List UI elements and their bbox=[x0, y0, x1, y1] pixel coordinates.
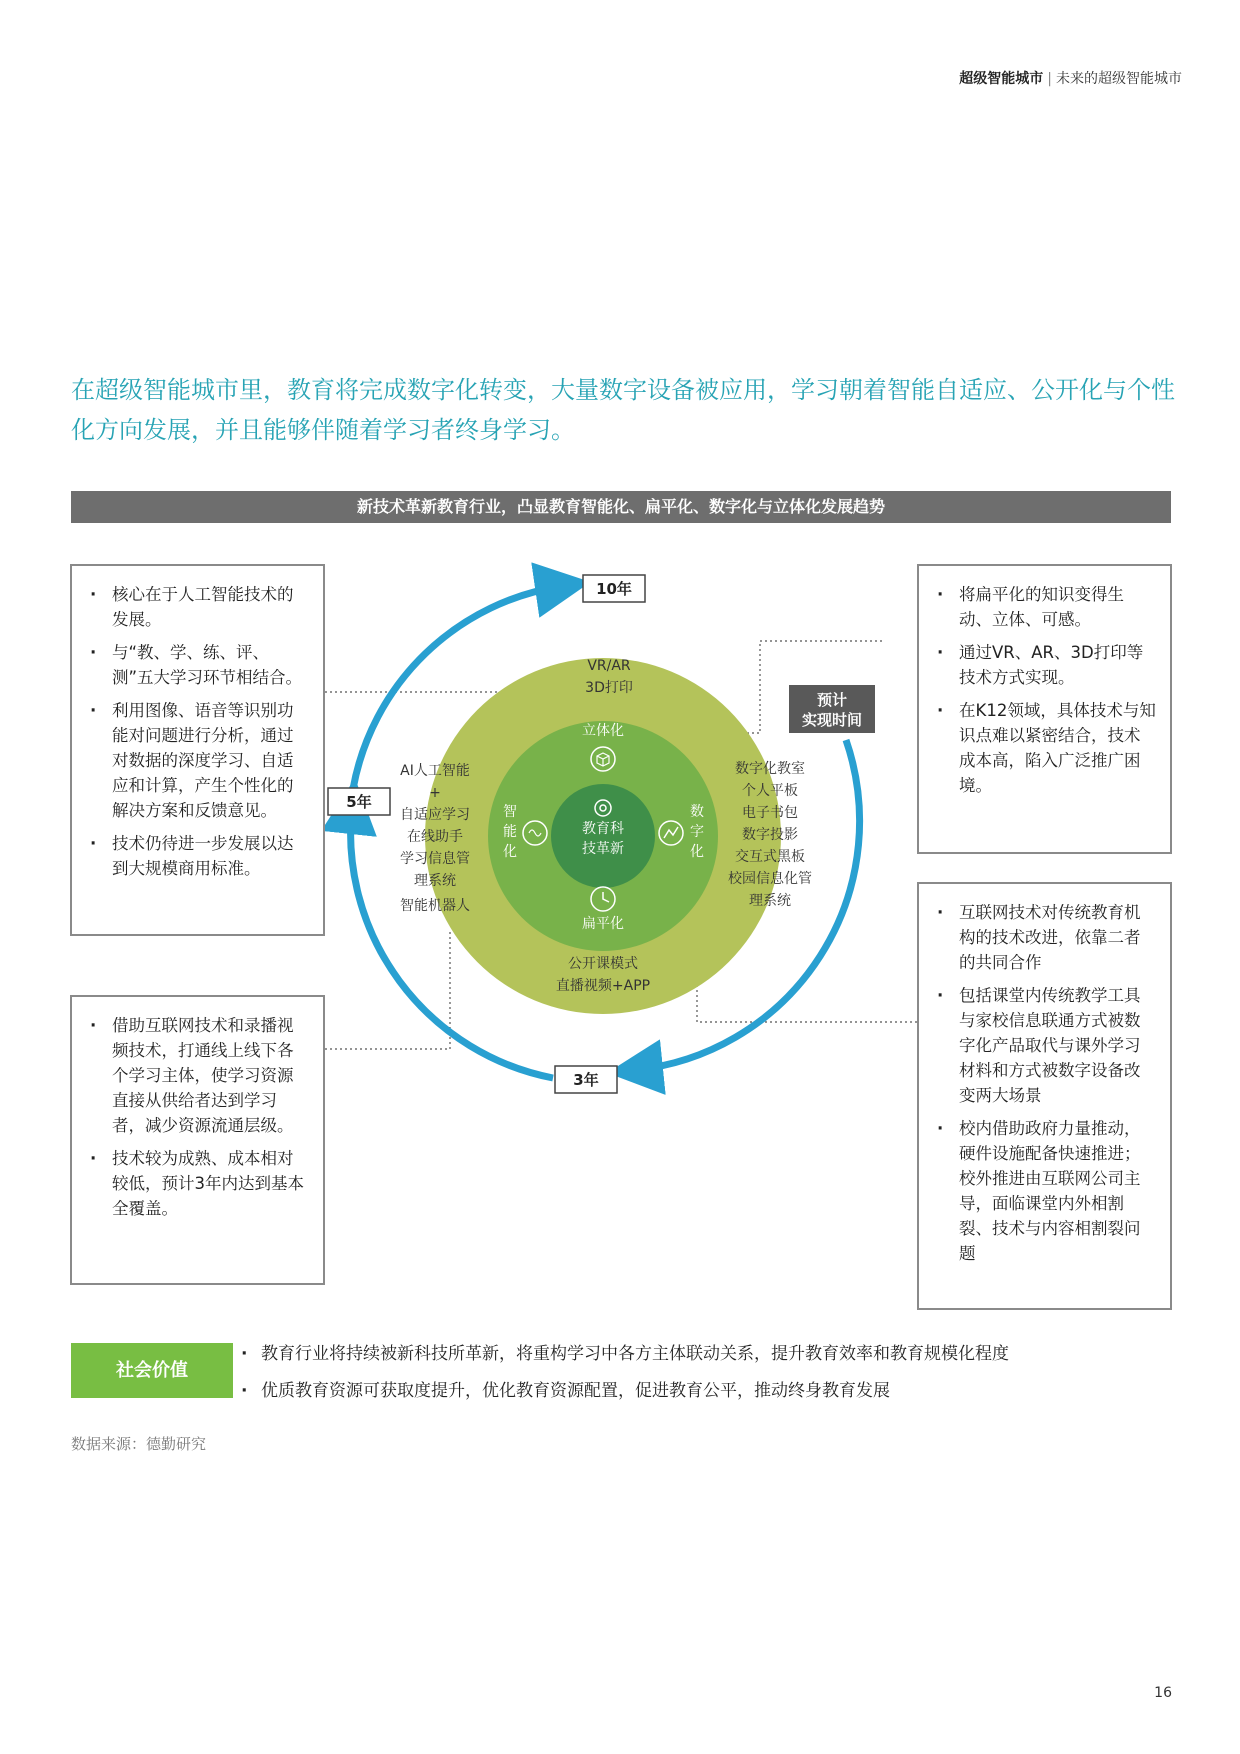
box-flat bbox=[70, 995, 325, 1285]
svg-text:AI人工智能: AI人工智能 bbox=[400, 763, 470, 779]
year-3-label: 3年 bbox=[573, 1071, 599, 1089]
list-item: · 教育行业将持续被新科技所革新，将重构学习中各方主体联动关系，提升教育效率和教育规模化程度 bbox=[233, 1336, 1009, 1373]
data-source: 数据来源：德勤研究 bbox=[71, 1435, 207, 1453]
list-item: · 与“教、学、练、评、测”五大学习环节相结合。 bbox=[82, 640, 309, 690]
svg-text:数字化教室: 数字化教室 bbox=[735, 761, 805, 777]
center-label-line1: 教育科 bbox=[582, 821, 624, 837]
year-10-label: 10年 bbox=[596, 580, 632, 598]
page-number: 16 bbox=[1154, 1685, 1172, 1701]
section-banner: 新技术革新教育行业，凸显教育智能化、扁平化、数字化与立体化发展趋势 bbox=[71, 491, 1171, 523]
list-item: · 包括课堂内传统教学工具与家校信息联通方式被数字化产品取代与课外学习材料和方式被数字设备改变两大场景 bbox=[929, 983, 1156, 1108]
list-item: · 在K12领域，具体技术与知识点难以紧密结合，技术成本高，陷入广泛推广困境。 bbox=[929, 698, 1156, 798]
svg-text:字: 字 bbox=[690, 824, 704, 840]
header-divider: | bbox=[1047, 71, 1052, 87]
svg-text:3D打印: 3D打印 bbox=[585, 680, 633, 696]
list-item: · 利用图像、语音等识别功能对问题进行分析，通过对数据的深度学习、自适应和计算，产生个性化的解决方案和反馈意见。 bbox=[82, 698, 309, 823]
svg-text:交互式黑板: 交互式黑板 bbox=[735, 849, 805, 865]
list-item: · 技术仍待进一步发展以达到大规模商用标准。 bbox=[82, 831, 309, 881]
box-intelligent bbox=[70, 564, 325, 936]
list-item: · 互联网技术对传统教育机构的技术改进，依靠二者的共同合作 bbox=[929, 900, 1156, 975]
list-item: · 核心在于人工智能技术的发展。 bbox=[82, 582, 309, 632]
svg-text:+: + bbox=[429, 785, 441, 801]
svg-text:能: 能 bbox=[503, 824, 517, 840]
connector-bottom-left bbox=[325, 930, 450, 1049]
svg-text:学习信息管: 学习信息管 bbox=[400, 851, 470, 867]
list-item: · 优质教育资源可获取度提升，优化教育资源配置，促进教育公平，推动终身教育发展 bbox=[233, 1373, 1009, 1410]
svg-text:自适应学习: 自适应学习 bbox=[400, 807, 470, 823]
header-title: 未来的超级智能城市 bbox=[1056, 71, 1182, 87]
header-section: 超级智能城市 bbox=[959, 71, 1044, 87]
expected-time-line2: 实现时间 bbox=[801, 711, 863, 729]
list-item: · 通过VR、AR、3D打印等技术方式实现。 bbox=[929, 640, 1156, 690]
label-flat: 扁平化 bbox=[582, 916, 624, 932]
intro-paragraph: 在超级智能城市里，教育将完成数字化转变，大量数字设备被应用，学习朝着智能自适应、公开化与个性化方向发展，并且能够伴随着学习者终身学习。 bbox=[71, 376, 1175, 444]
list-item: · 技术较为成熟、成本相对较低，预计3年内达到基本全覆盖。 bbox=[82, 1146, 309, 1221]
list-item: · 借助互联网技术和录播视频技术，打通线上线下各个学习主体，使学习资源直接从供给者达到学习者，减少资源流通层级。 bbox=[82, 1013, 309, 1138]
social-value-label: 社会价值 bbox=[71, 1343, 233, 1398]
social-value-list bbox=[233, 1336, 1009, 1410]
svg-text:智能机器人: 智能机器人 bbox=[400, 898, 470, 914]
center-label-line2: 技革新 bbox=[582, 841, 624, 857]
list-item: · 将扁平化的知识变得生动、立体、可感。 bbox=[929, 582, 1156, 632]
svg-text:数字投影: 数字投影 bbox=[742, 827, 798, 843]
svg-text:个人平板: 个人平板 bbox=[742, 783, 798, 799]
svg-text:数: 数 bbox=[690, 804, 704, 820]
svg-text:化: 化 bbox=[503, 844, 517, 860]
svg-text:在线助手: 在线助手 bbox=[407, 829, 463, 845]
label-intelligent bbox=[503, 804, 517, 860]
svg-text:化: 化 bbox=[690, 844, 704, 860]
svg-text:理系统: 理系统 bbox=[749, 893, 791, 909]
svg-text:校园信息化管: 校园信息化管 bbox=[728, 871, 812, 887]
svg-text:电子书包: 电子书包 bbox=[742, 805, 798, 821]
box-3d bbox=[917, 564, 1172, 854]
svg-text:公开课模式: 公开课模式 bbox=[568, 956, 638, 972]
svg-text:理系统: 理系统 bbox=[414, 873, 456, 889]
expected-time-line1: 预计 bbox=[816, 691, 848, 709]
label-digital bbox=[690, 803, 704, 860]
year-5-label: 5年 bbox=[346, 793, 372, 811]
svg-text:智: 智 bbox=[503, 804, 517, 820]
svg-text:直播视频+APP: 直播视频+APP bbox=[555, 978, 651, 994]
label-3d: 立体化 bbox=[582, 723, 624, 739]
box-digital bbox=[917, 882, 1172, 1310]
list-item: · 校内借助政府力量推动，硬件设施配备快速推进；校外推进由互联网公司主导，面临课堂内外相割裂、技术与内容相割裂问题 bbox=[929, 1116, 1156, 1266]
svg-text:VR/AR: VR/AR bbox=[587, 658, 631, 674]
